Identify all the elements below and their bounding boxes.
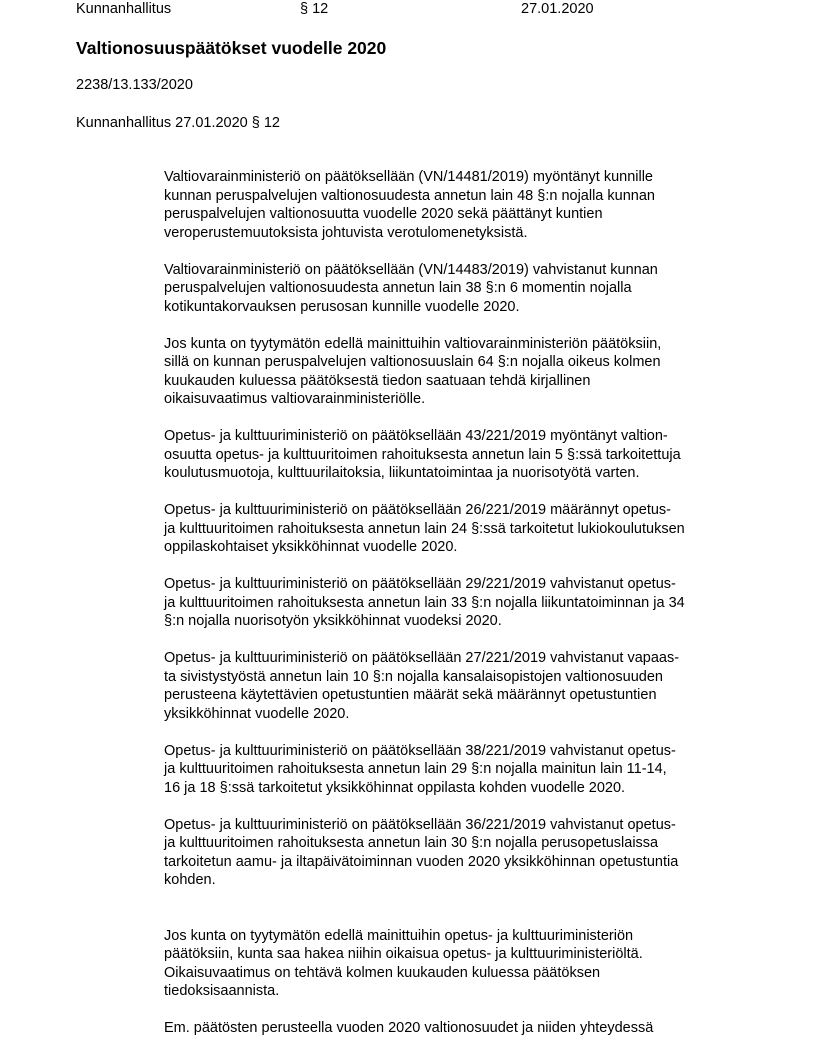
paragraph-line: oppilaskohtaiset yksikköhinnat vuodelle 2020. xyxy=(164,539,458,555)
paragraph-line: Oikaisuvaatimus on tehtävä kolmen kuukauden kuluessa päätöksen xyxy=(164,964,601,981)
paragraph-line: ta sivistystyöstä annetun lain 10 §:n nojalla kansalaisopistojen valtionosuuden xyxy=(164,668,663,685)
paragraph-line: Em. päätösten perusteella vuoden 2020 valtionosuudet ja niiden yhteydessä xyxy=(164,1020,654,1036)
header-date: 27.01.2020 xyxy=(521,1,594,17)
paragraph-line: veroperustemuutoksista johtuvista verotulomenetyksistä. xyxy=(164,224,528,241)
paragraph-line: Jos kunta on tyytymätön edellä mainittuihin valtiovarainministeriön päätöksiin, xyxy=(164,335,662,352)
paragraph-line: Opetus- ja kulttuuriministeriö on päätöksellään 29/221/2019 vahvistanut opetus- xyxy=(164,576,676,592)
paragraph-line: ja kulttuuritoimen rahoituksesta annetun lain 24 §:ssä tarkoitetut lukiokoulutuksen xyxy=(164,520,685,537)
paragraph-line: peruspalvelujen valtionosuudesta annetun lain 38 §:n 6 momentin nojalla xyxy=(164,280,632,296)
paragraph-spacer xyxy=(164,908,764,927)
paragraph-line: kohden. xyxy=(164,872,216,888)
paragraph-line: Valtiovarainministeriö on päätöksellään (VN/14483/2019) vahvistanut kunnan xyxy=(164,261,658,278)
paragraph-line: kunnan peruspalvelujen valtionosuudesta annetun lain 48 §:n nojalla kunnan xyxy=(164,187,655,204)
paragraph-line: ja kulttuuritoimen rahoituksesta annetun lain 29 §:n nojalla mainitun lain 11-14, xyxy=(164,761,667,777)
body-paragraph xyxy=(164,168,764,242)
paragraph-line: Opetus- ja kulttuuriministeriö on päätöksellään 26/221/2019 määrännyt opetus- xyxy=(164,502,671,518)
paragraph-line: kotikuntakorvauksen perusosan kunnille vuodelle 2020. xyxy=(164,298,520,315)
paragraph-line: sillä on kunnan peruspalvelujen valtionosuuslain 64 §:n nojalla oikeus kolmen xyxy=(164,354,661,370)
paragraph-line: tiedoksisaannista. xyxy=(164,983,280,999)
header-organ: Kunnanhallitus xyxy=(76,1,172,17)
paragraph-line: §:n nojalla nuorisotyön yksikköhinnat vuodeksi 2020. xyxy=(164,613,502,629)
paragraph-line: osuutta opetus- ja kulttuuritoimen rahoituksesta annetun lain 5 §:ssä tarkoitettuja xyxy=(164,446,681,463)
body-paragraph xyxy=(164,649,764,723)
body-paragraph xyxy=(164,575,764,631)
body-paragraph xyxy=(164,427,764,483)
paragraph-line: kuukauden kuluessa päätöksestä tiedon saatuaan tehdä kirjallinen xyxy=(164,372,591,389)
body-paragraph xyxy=(164,501,764,557)
paragraph-line: ja kulttuuritoimen rahoituksesta annetun lain 33 §:n nojalla liikuntatoiminnan ja 34 xyxy=(164,594,685,611)
paragraph-line: päätöksiin, kunta saa hakea niihin oikaisua opetus- ja kulttuuriministeriöltä. xyxy=(164,946,643,962)
header-section: § 12 xyxy=(300,1,329,17)
case-number: 2238/13.133/2020 xyxy=(76,77,193,93)
body-paragraph xyxy=(164,335,764,409)
body-paragraph xyxy=(164,742,764,798)
paragraph-line: Opetus- ja kulttuuriministeriö on päätöksellään 27/221/2019 vahvistanut vapaas- xyxy=(164,650,680,666)
paragraph-line: Valtiovarainministeriö on päätöksellään (VN/14481/2019) myöntänyt kunnille xyxy=(164,169,653,185)
paragraph-line: yksikköhinnat vuodelle 2020. xyxy=(164,705,350,722)
paragraph-line: perusteena käytettävien opetustuntien määrät sekä määrännyt opetustuntien xyxy=(164,687,657,703)
paragraph-line: Jos kunta on tyytymätön edellä mainittuihin opetus- ja kulttuuriministeriön xyxy=(164,927,634,944)
paragraph-line: koulutusmuotoja, kulttuurilaitoksia, liikuntatoimintaa ja nuorisotyötä varten. xyxy=(164,465,640,481)
paragraph-line: oikaisuvaatimus valtiovarainministeriölle. xyxy=(164,391,426,407)
meeting-reference: Kunnanhallitus 27.01.2020 § 12 xyxy=(76,115,280,131)
body-paragraph xyxy=(164,261,764,317)
paragraph-line: Opetus- ja kulttuuriministeriö on päätöksellään 38/221/2019 vahvistanut opetus- xyxy=(164,742,676,759)
document-title: Valtionosuuspäätökset vuodelle 2020 xyxy=(76,38,387,58)
paragraph-line: peruspalvelujen valtionosuutta vuodelle 2020 sekä päättänyt kuntien xyxy=(164,206,603,222)
paragraph-line: Opetus- ja kulttuuriministeriö on päätöksellään 43/221/2019 myöntänyt valtion- xyxy=(164,428,668,444)
body-paragraph xyxy=(164,816,764,890)
paragraph-line: Opetus- ja kulttuuriministeriö on päätöksellään 36/221/2019 vahvistanut opetus- xyxy=(164,816,676,833)
paragraph-line: ja kulttuuritoimen rahoituksesta annetun lain 30 §:n nojalla perusopetuslaissa xyxy=(164,835,659,851)
body-paragraph xyxy=(164,1019,764,1038)
document-body xyxy=(164,168,764,1056)
paragraph-line: tarkoitetun aamu- ja iltapäivätoiminnan vuoden 2020 yksikköhinnan opetustuntia xyxy=(164,853,679,870)
body-paragraph xyxy=(164,927,764,1001)
paragraph-line: 16 ja 18 §:ssä tarkoitetut yksikköhinnat oppilasta kohden vuodelle 2020. xyxy=(164,779,626,796)
